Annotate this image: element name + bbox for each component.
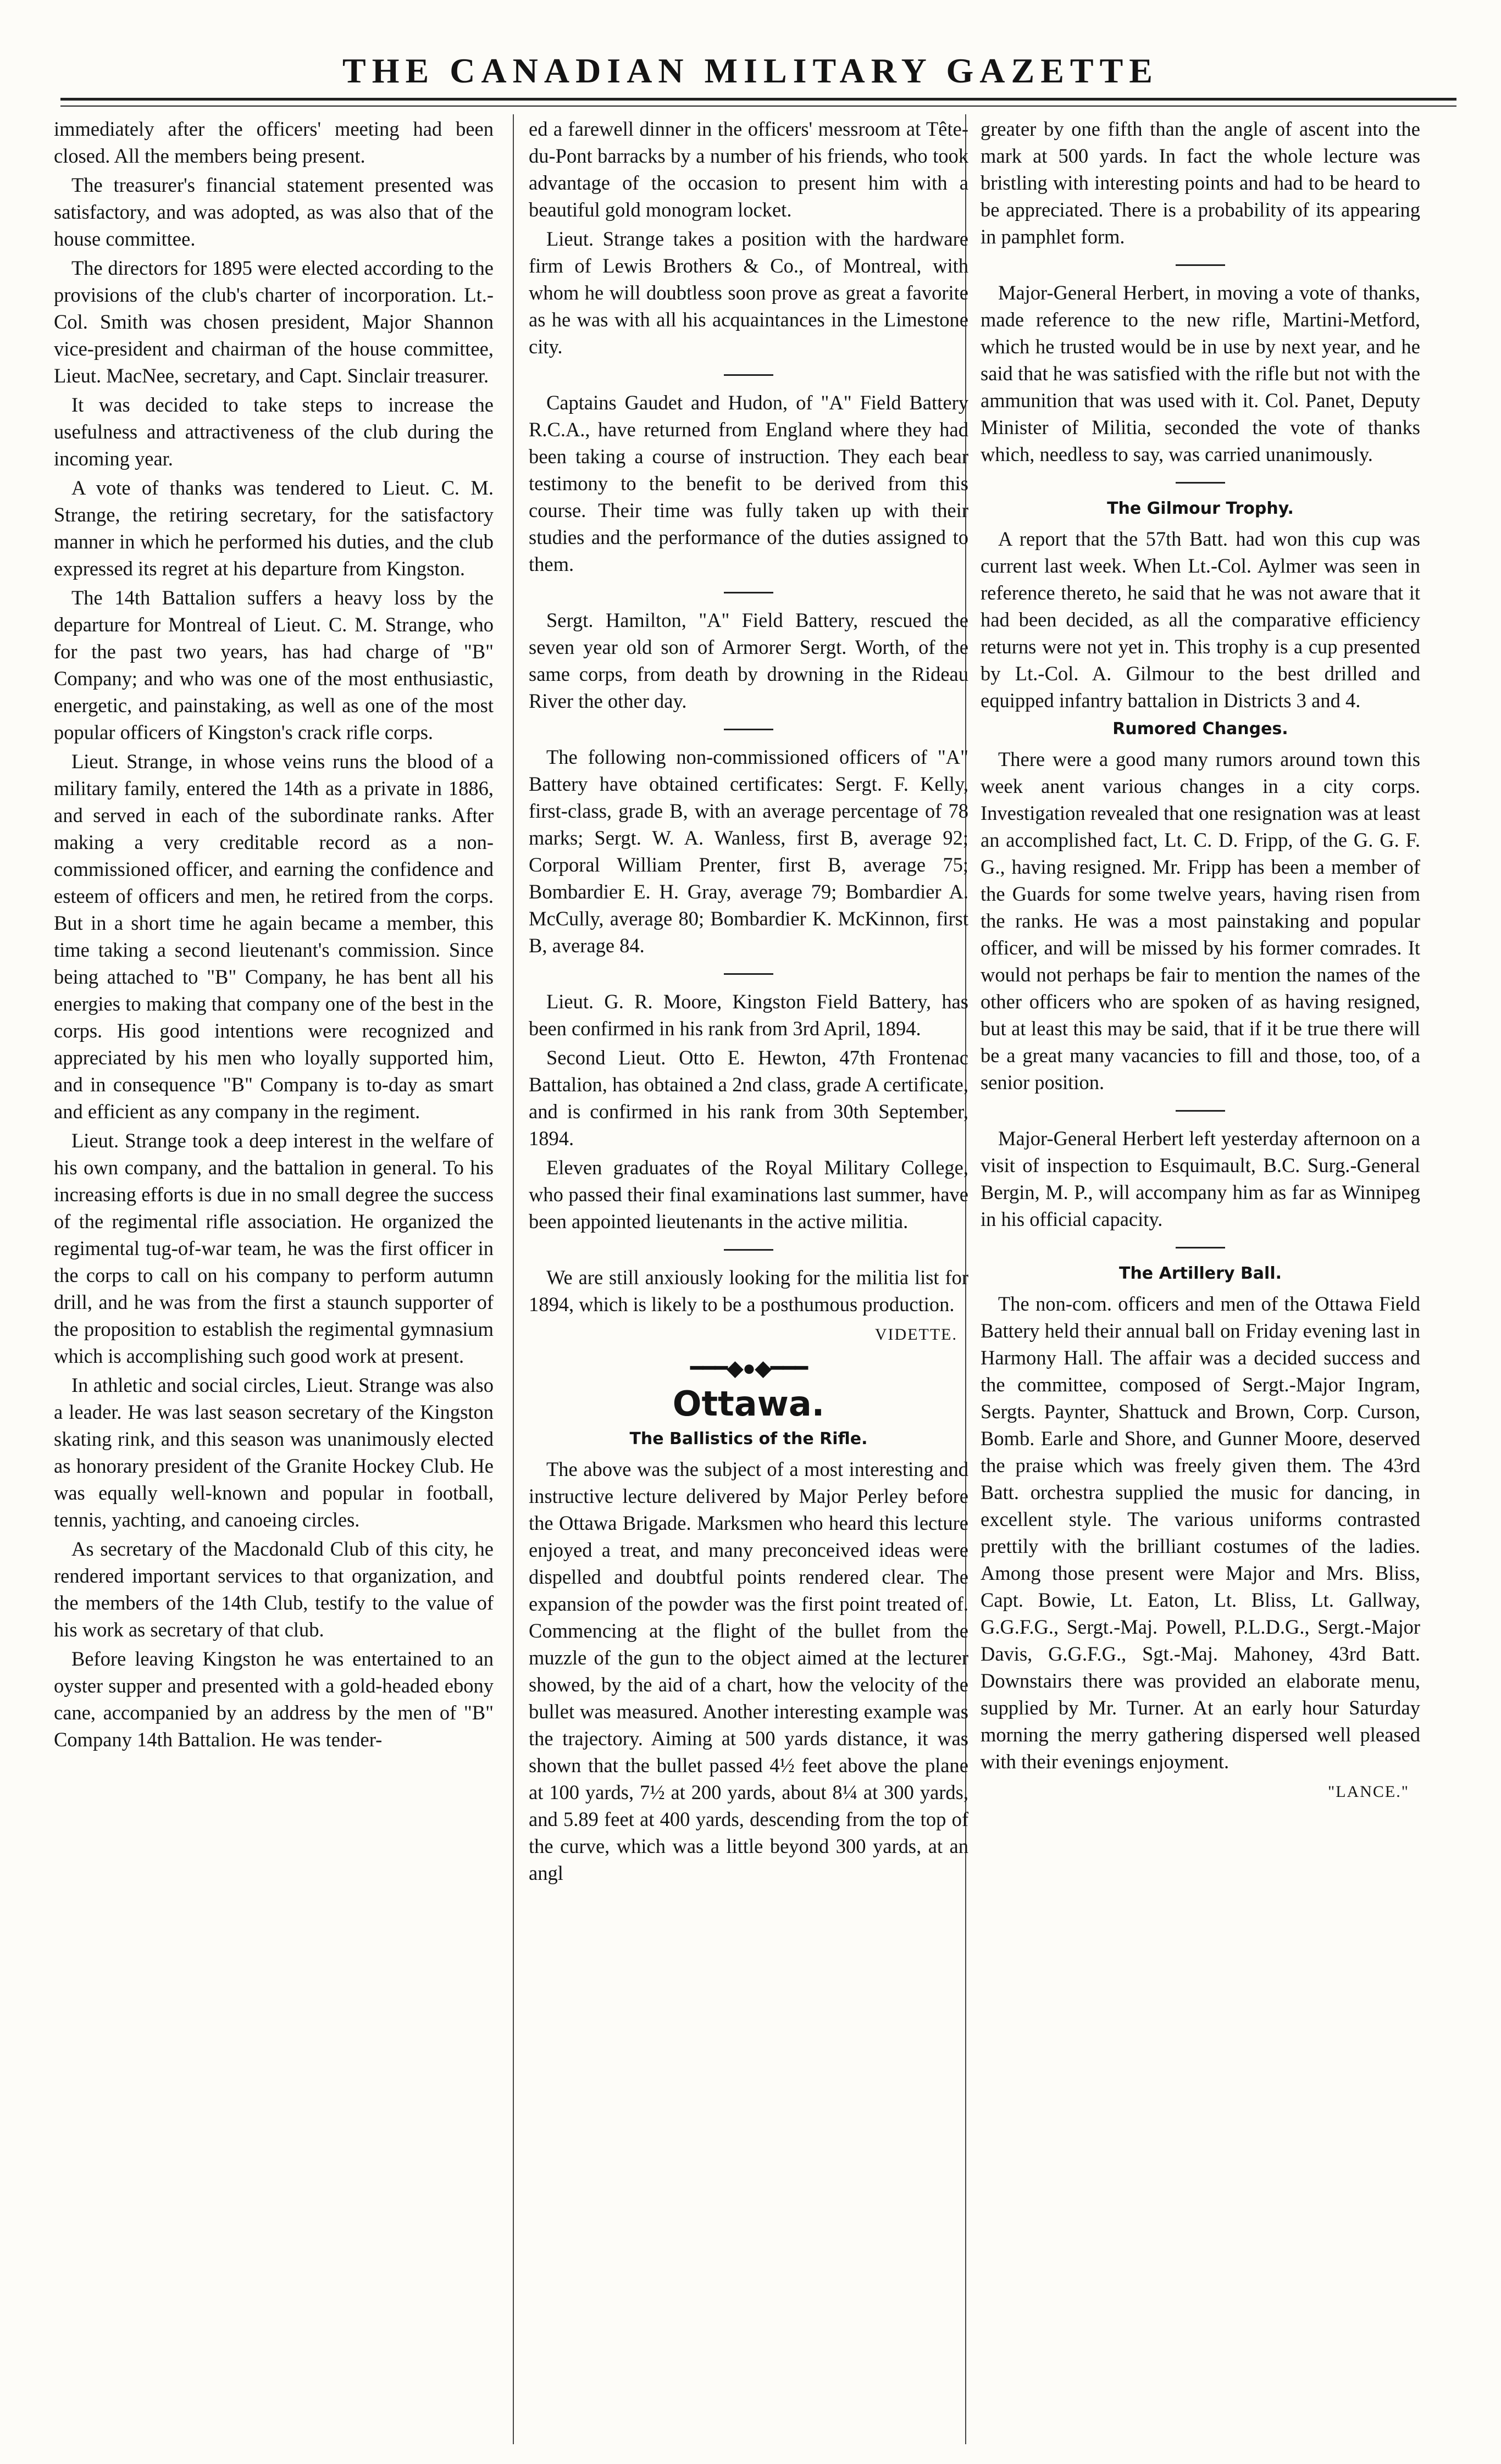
byline-signature: "LANCE.": [1328, 1783, 1409, 1801]
section-separator: [724, 592, 773, 593]
column-divider: [513, 114, 514, 2444]
section-separator: [1176, 264, 1225, 266]
section-separator: [724, 374, 773, 376]
article-paragraph: Lieut. G. R. Moore, Kingston Field Battery, has been confirmed in his rank from 3rd April, 1894.: [529, 990, 968, 1040]
article-paragraph: Lieut. Strange, in whose veins runs the blood of a military family, entered the 14th as a private in 1886, and served in each of the subordinate ranks. After making a very creditable record as a non-commissioned officer, and earning the confidence and esteem of officers and men, he retired from the corps. But in a short time he again became a member, this time taking a second lieutenant's commission. Since being attached to "B" Company, he has bent all his energies to making that company one of the best in the corps. His good intentions were recognized and appreciated by his men who loyally supported him, and in consequence "B" Company is to-day as smart and efficient as any company in the regiment.: [54, 750, 494, 1123]
column-2: [529, 115, 968, 2451]
article-paragraph: Captains Gaudet and Hudon, of "A" Field Battery R.C.A., have returned from England where they had been taking a course of instruction. They each bear testimony to the benefit to be derived from this course. Their time was fully taken up with their studies and the performance of the duties assigned to them.: [529, 391, 968, 575]
article-paragraph: Second Lieut. Otto E. Hewton, 47th Frontenac Battalion, has obtained a 2nd class, grade A certificate, and is confirmed in his rank from 30th September, 1894.: [529, 1046, 968, 1150]
article-paragraph: In athletic and social circles, Lieut. Strange was also a leader. He was last season secretary of the Kingston skating rink, and this season was unanimously elected as honorary president of the Granite Hockey Club. He was equally well-known and popular in football, tennis, yachting, and canoeing circles.: [54, 1374, 494, 1531]
section-separator: [1176, 1247, 1225, 1248]
article-subheading: The Artillery Ball.: [1118, 1264, 1282, 1283]
article-paragraph: There were a good many rumors around town this week anent various changes in a city corps. Investigation revealed that one resignation was at least an accomplished fact, Lt. C. D. Fripp, of the G. G. F. G., having resigned. Mr. Fripp has been a member of the Guards for some twelve years, having risen from the ranks. He was a most painstaking and popular officer, and will be missed by his former comrades. It would not perhaps be fair to mention the names of the other officers who are spoken of as having resigned, but at least this may be said, that if it be true there will be a great many vacancies to fill and those, too, of a senior position.: [981, 748, 1420, 1094]
article-paragraph: The following non-commissioned officers of "A" Battery have obtained certificates: Sergt. F. Kelly, first-class, grade B, with an average percentage of 78 marks; Sergt. W. A. Wanless, first B, average 92; Corporal William Prenter, first B, average 75; Bombardier E. H. Gray, average 79; Bombardier A. McCully, average 80; Bombardier K. McKinnon, first B, average 84.: [529, 746, 968, 957]
section-separator: [1176, 482, 1225, 484]
article-paragraph: Major-General Herbert, in moving a vote of thanks, made reference to the new rifle, Martini-Metford, which he trusted would be in use by next year, and he said that he was satisfied with the rifle but not with the ammunition that was used with it. Col. Panet, Deputy Minister of Militia, seconded the vote of thanks which, needless to say, was carried unanimously.: [981, 281, 1420, 465]
article-paragraph: The treasurer's financial statement presented was satisfactory, and was adopted, as was also that of the house committee.: [54, 174, 494, 250]
article-paragraph: It was decided to take steps to increase the usefulness and attractiveness of the club during the incoming year.: [54, 393, 494, 470]
article-paragraph: The directors for 1895 were elected according to the provisions of the club's charter of incorporation. Lt.-Col. Smith was chosen president, Major Shannon vice-president and chairman of the house committee, Lieut. MacNee, secretary, and Capt. Sinclair treasurer.: [54, 257, 494, 387]
section-separator: [724, 1249, 773, 1251]
section-separator: [1176, 1110, 1225, 1112]
article-paragraph: Lieut. Strange took a deep interest in the welfare of his own company, and the battalion in general. To his increasing efforts is due in no small degree the success of the regimental rifle association. He organized the regimental tug-of-war team, he was the first officer in the corps to call on his company to perform autumn drill, and he was from the first a staunch supporter of the proposition to establish the regimental gymnasium which is accomplishing such good work at present.: [54, 1129, 494, 1367]
section-separator: [724, 973, 773, 975]
masthead: THE CANADIAN MILITARY GAZETTE: [342, 51, 1159, 90]
article-paragraph: greater by one fifth than the angle of ascent into the mark at 500 yards. In fact the whole lecture was bristling with interesting points and had to be heard to be appreciated. There is a probability of its appearing in pamphlet form.: [981, 118, 1420, 248]
column-1: [54, 115, 494, 2451]
article-subheading: The Ballistics of the Rifle.: [629, 1429, 868, 1449]
column-3: [981, 115, 1420, 2451]
article-paragraph: We are still anxiously looking for the militia list for 1894, which is likely to be a posthumous production.: [529, 1266, 968, 1316]
article-paragraph: Lieut. Strange takes a position with the hardware firm of Lewis Brothers & Co., of Montreal, with whom he will doubtless soon prove as great a favorite as he was with all his acquaintances in the Limestone city.: [529, 227, 968, 358]
article-paragraph: The non-com. officers and men of the Ottawa Field Battery held their annual ball on Friday evening last in Harmony Hall. The affair was a decided success and the committee, composed of Sergt.-Major Ingram, Sergts. Paynter, Shattuck and Brown, Corp. Curson, Bomb. Earle and Shore, and Gunner Moore, deserved the praise which was freely given them. The 43rd Batt. orchestra supplied the music for dancing, in excellent style. The various uniforms contrasted prettily with the brilliant costumes of the ladies. Among those present were Major and Mrs. Bliss, Capt. Bowie, Lt. Eaton, Lt. Bliss, Lt. Gallway, G.G.F.G., Sergt.-Maj. Powell, P.L.D.G., Sergt.-Major Davis, G.G.F.G., Sgt.-Maj. Mahoney, 43rd Batt. Downstairs there was provided an elaborate menu, supplied by Mr. Turner. At an early hour Saturday morning the merry gathering dispersed well pleased with their evenings enjoyment.: [981, 1292, 1420, 1773]
article-paragraph: A vote of thanks was tendered to Lieut. C. M. Strange, the retiring secretary, for the satisfactory manner in which he performed his duties, and the club expressed its regret at his departure from Kingston.: [54, 476, 494, 580]
article-paragraph: A report that the 57th Batt. had won this cup was current last week. When Lt.-Col. Aylmer was seen in reference thereto, he said that he was not aware that it had been decided, as all the comparative efficiency returns were not yet in. This trophy is a cup presented by Lt.-Col. A. Gilmour to the best drilled and equipped infantry battalion in Districts 3 and 4.: [981, 528, 1420, 712]
article-paragraph: The 14th Battalion suffers a heavy loss by the departure for Montreal of Lieut. C. M. Strange, who for the past two years, has had charge of "B" Company; and who was one of the most enthusiastic, energetic, and painstaking, as well as one of the most popular officers of Kingston's crack rifle corps.: [54, 586, 494, 743]
section-heading: Ottawa.: [672, 1384, 825, 1424]
article-paragraph: ed a farewell dinner in the officers' messroom at Tête-du-Pont barracks by a number of his friends, who took advantage of the occasion to present him with a beautiful gold monogram locket.: [529, 118, 968, 221]
masthead-rule-thin: [60, 106, 1456, 107]
article-paragraph: Major-General Herbert left yesterday afternoon on a visit of inspection to Esquimault, B.C. Surg.-General Bergin, M. P., will accompany him as far as Winnipeg in his official capacity.: [981, 1127, 1420, 1230]
article-subheading: Rumored Changes.: [1112, 719, 1288, 739]
article-paragraph: As secretary of the Macdonald Club of this city, he rendered important services to that organization, and the members of the 14th Club, testify to the value of his work as secretary of that club.: [54, 1538, 494, 1641]
section-separator: [724, 729, 773, 730]
masthead-rule: [60, 98, 1456, 101]
article-subheading: The Gilmour Trophy.: [1107, 499, 1294, 518]
article-paragraph: Sergt. Hamilton, "A" Field Battery, rescued the seven year old son of Armorer Sergt. Worth, of the same corps, from death by drowning in the Rideau River the other day.: [529, 609, 968, 712]
article-paragraph: Eleven graduates of the Royal Military College, who passed their final examinations last summer, have been appointed lieutenants in the active militia.: [529, 1156, 968, 1233]
ornament-divider-icon: ━━━◆●◆━━━: [690, 1356, 807, 1380]
article-paragraph: The above was the subject of a most interesting and instructive lecture delivered by Major Perley before the Ottawa Brigade. Marksmen who heard this lecture enjoyed a treat, and many preconceived ideas were dispelled and doubtful points rendered clear. The expansion of the powder was the first point treated of. Commencing at the flight of the bullet from the muzzle of the gun to the object aimed at the lecturer showed, by the aid of a chart, how the velocity of the bullet was measured. Another interesting example was the trajectory. Aiming at 500 yards distance, it was shown that the bullet passed 4½ feet above the plane at 100 yards, 7½ at 200 yards, about 8¼ at 300 yards, and 5.89 feet at 400 yards, descending from the top of the curve, which was a little beyond 300 yards, at an angl: [529, 1458, 968, 1884]
article-paragraph: Before leaving Kingston he was entertained to an oyster supper and presented with a gold-headed ebony cane, accompanied by an address by the men of "B" Company 14th Battalion. He was tender-: [54, 1647, 494, 1751]
article-paragraph: immediately after the officers' meeting had been closed. All the members being present.: [54, 118, 494, 167]
byline-signature: VIDETTE.: [874, 1325, 957, 1344]
